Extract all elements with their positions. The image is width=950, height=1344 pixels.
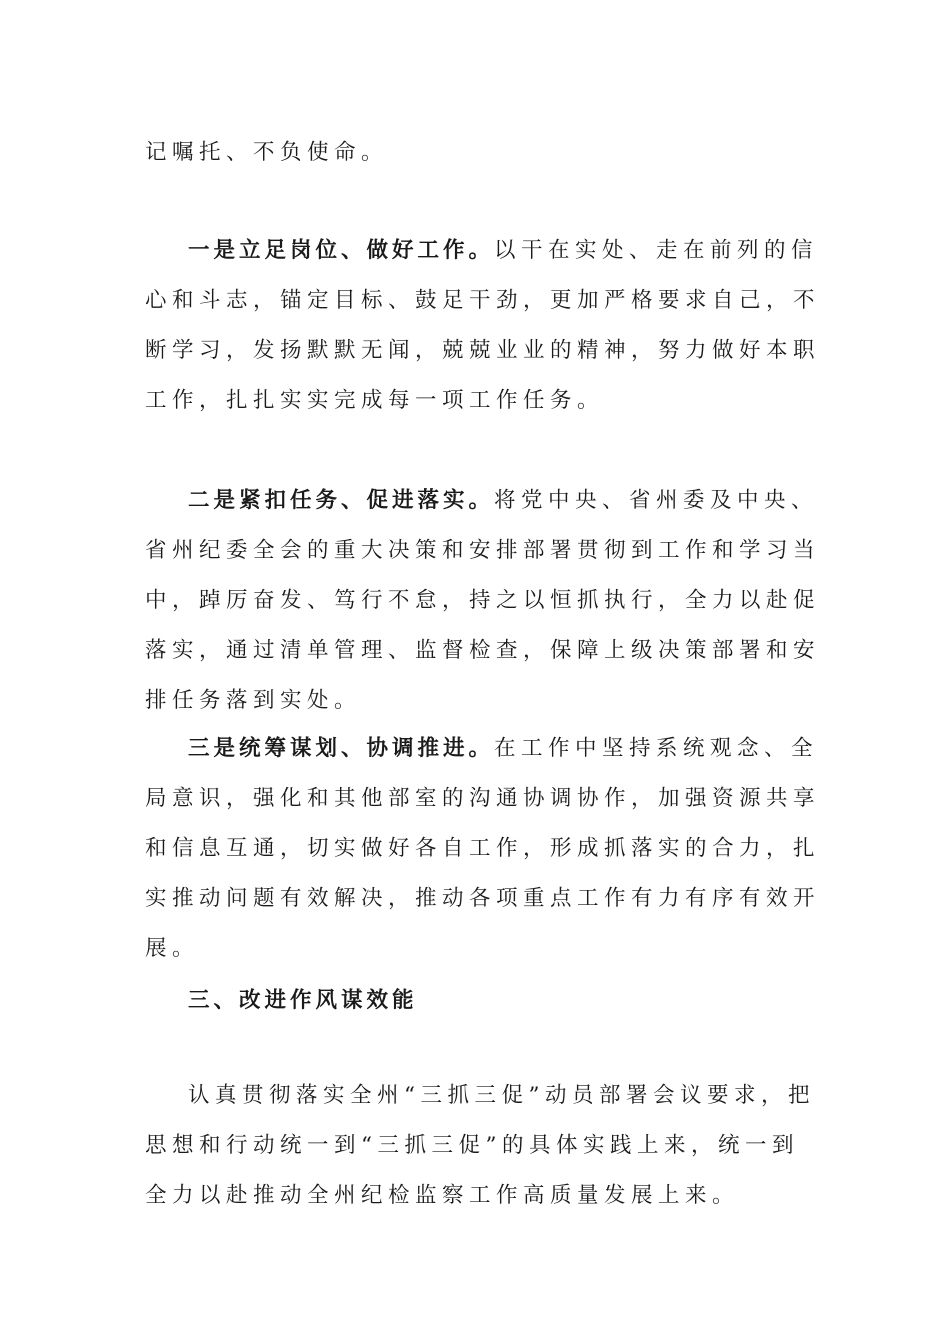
continuation-paragraph — [145, 128, 825, 178]
item-2-body: 将党中央、省州委及中央、省州纪委全会的重大决策和安排部署贯彻到工作和学习当中，踔厉奋发、笃行不怠，持之以恒抓执行，全力以赴促落实，通过清单管理、监督检查，保障上级决策部署和安排任务落到实处。 — [145, 488, 821, 713]
item-1-paragraph — [145, 226, 825, 426]
item-3-body: 在工作中坚持系统观念、全局意识，强化和其他部室的沟通协调协作，加强资源共享和信息互通，切实做好各自工作，形成抓落实的合力，扎实推动问题有效解决，推动各项重点工作有力有序有效开展。 — [145, 736, 821, 961]
section-3-text: 认真贯彻落实全州“三抓三促”动员部署会议要求，把思想和行动统一到“三抓三促”的具体实践上来，统一到全力以赴推动全州纪检监察工作高质量发展上来。 — [145, 1083, 815, 1208]
continuation-text: 记嘱托、不负使命。 — [145, 140, 389, 165]
item-3-paragraph — [145, 724, 825, 974]
section-3-heading: 三、改进作风谋效能 — [188, 988, 418, 1013]
section-3-paragraph — [145, 1071, 825, 1221]
item-2-lead: 二是紧扣任务、促进落实。 — [188, 488, 495, 513]
item-2-paragraph — [145, 476, 825, 726]
item-1-lead: 一是立足岗位、做好工作。 — [188, 238, 495, 263]
item-1-body: 以干在实处、走在前列的信心和斗志，锚定目标、鼓足干劲，更加严格要求自己，不断学习，发扬默默无闻，兢兢业业的精神，努力做好本职工作，扎扎实实完成每一项工作任务。 — [145, 238, 821, 413]
item-3-lead: 三是统筹谋划、协调推进。 — [188, 736, 495, 761]
